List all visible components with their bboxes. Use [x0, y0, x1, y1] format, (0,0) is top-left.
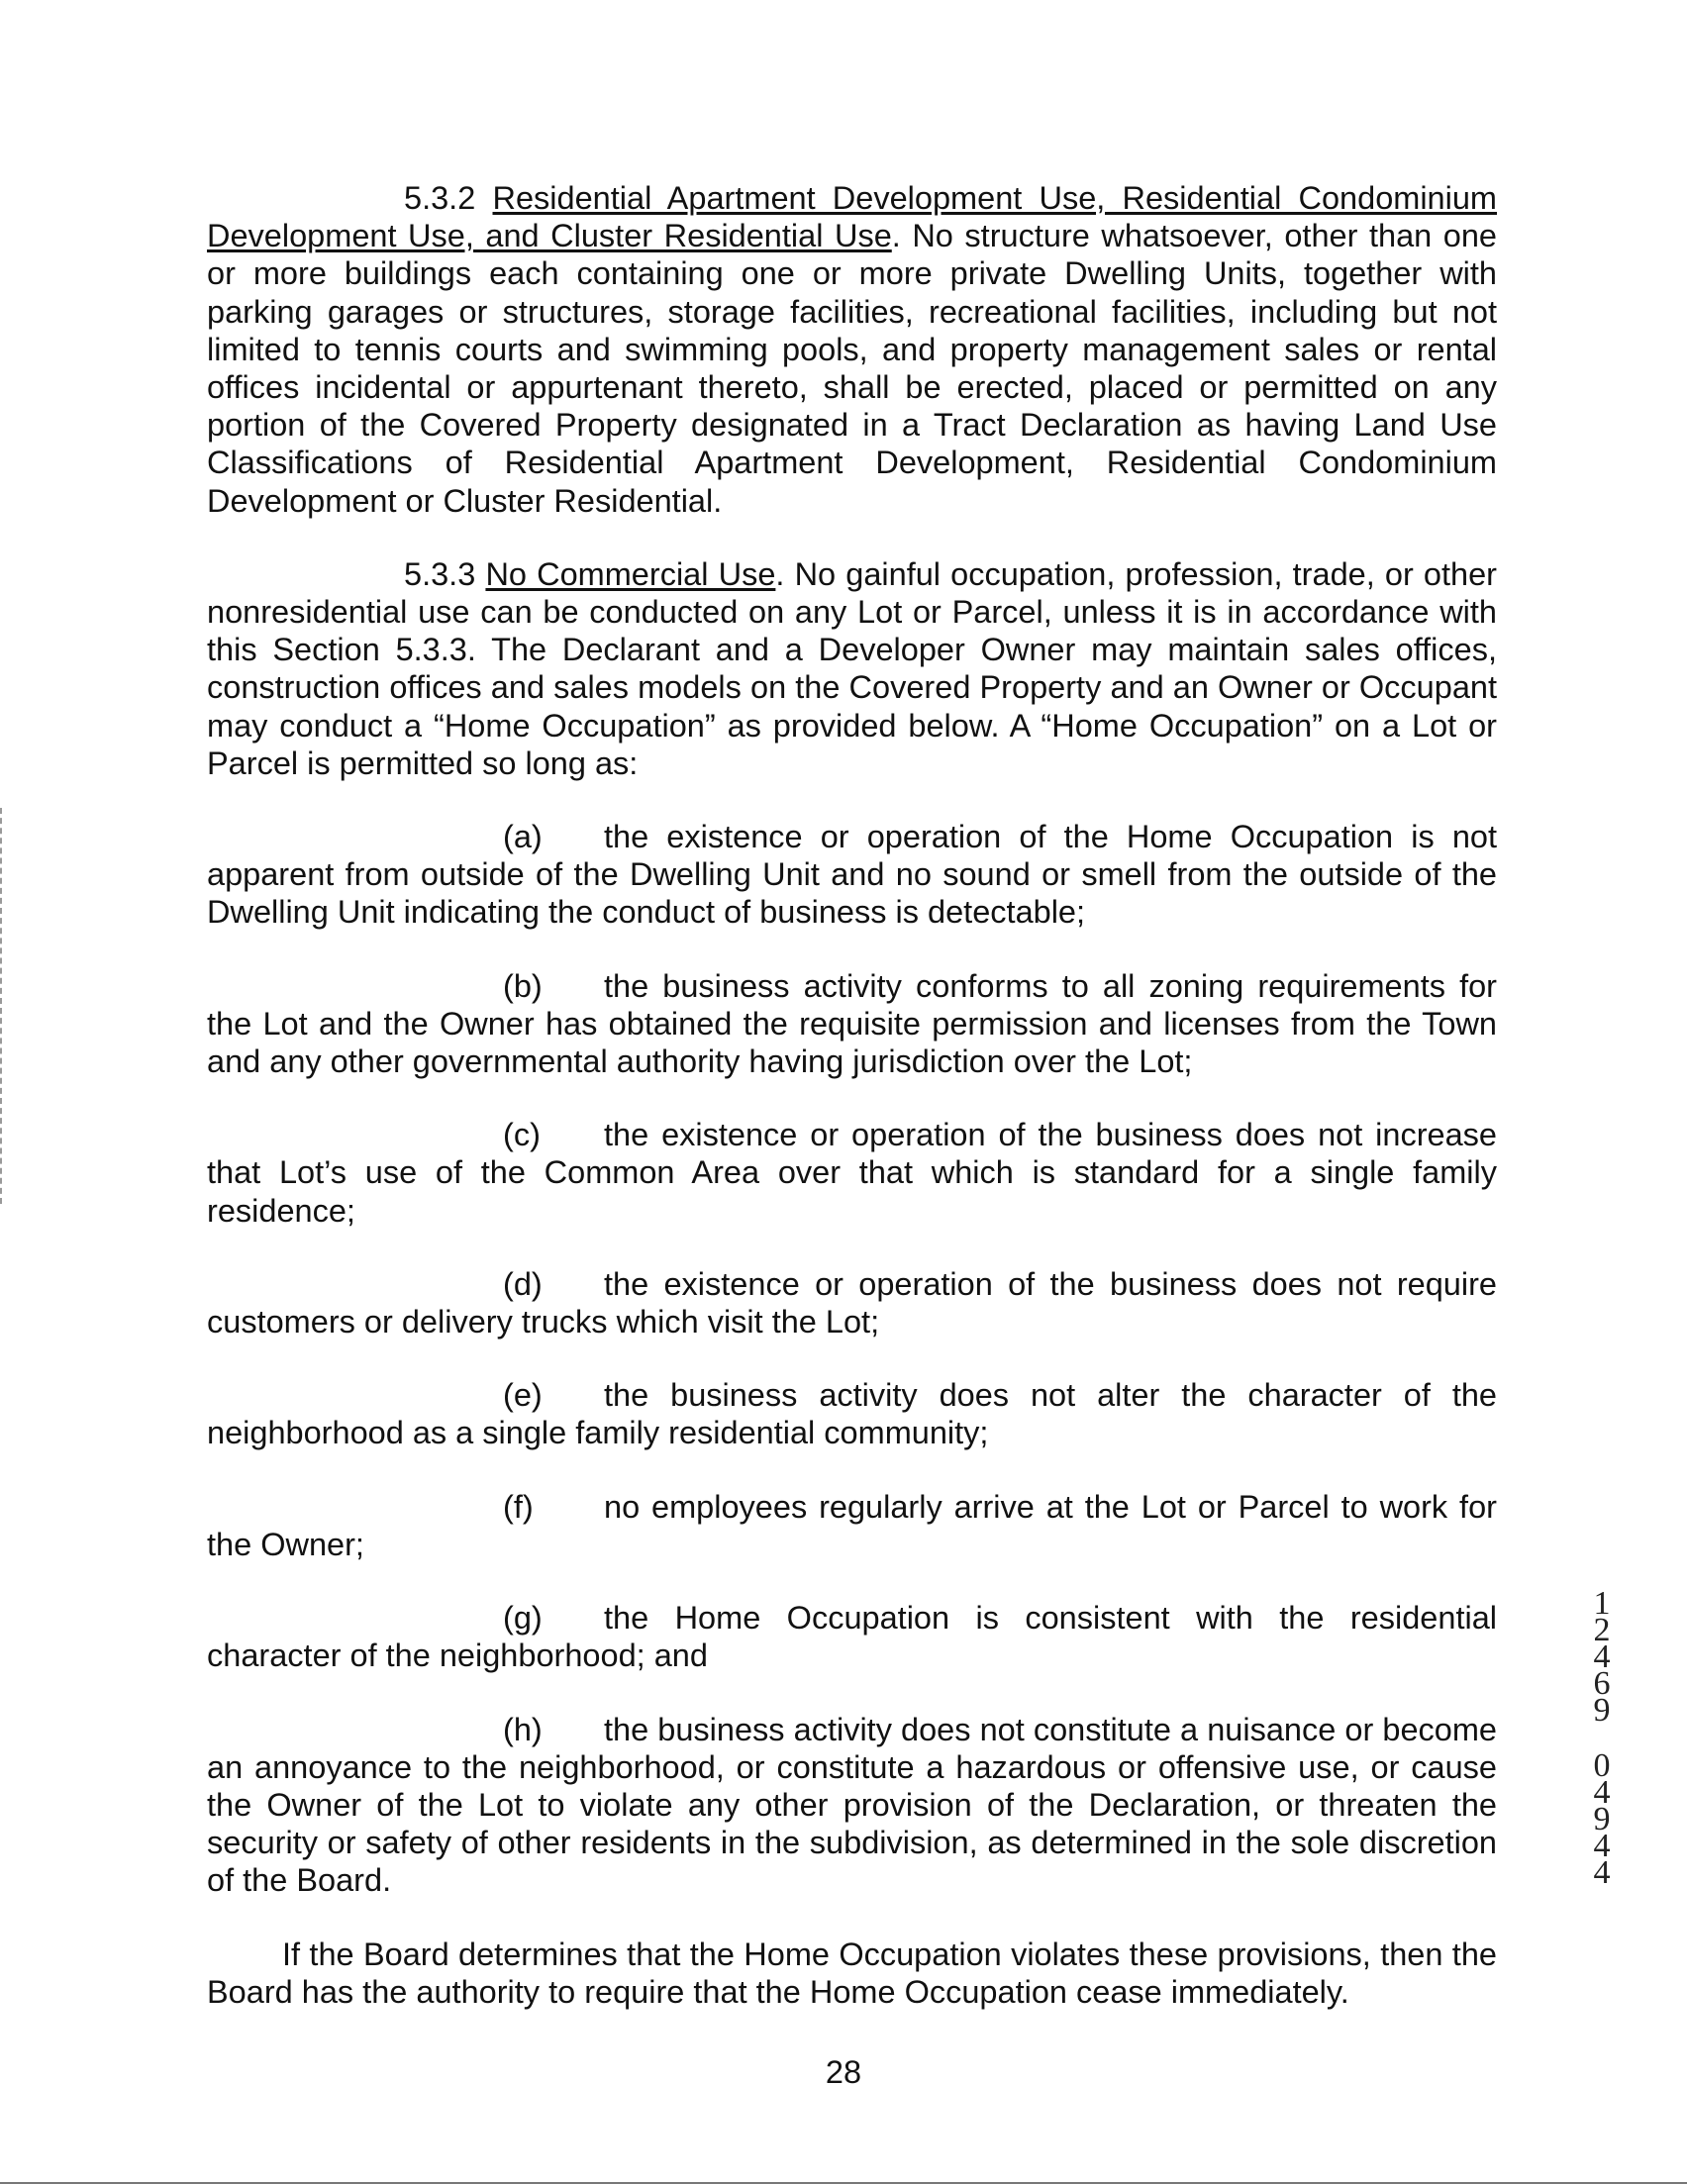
stamp-digit: 1 — [1593, 1585, 1611, 1622]
item-text: the existence or operation of the business does not require customers or delivery trucks which visit the Lot; — [207, 1265, 1497, 1340]
section-5-3-3 — [207, 555, 1497, 782]
stamp-digit: 2 — [1593, 1612, 1611, 1648]
section-heading: Residential Apartment Development Use, Residential Condominium Development Use, and Cluster Residential Use — [207, 180, 1498, 254]
list-item-a — [207, 818, 1497, 932]
list-item-b — [207, 967, 1497, 1081]
item-text: the existence or operation of the Home Occupation is not apparent from outside of the Dwelling Unit and no sound or smell from the outside of the Dwelling Unit indicating the conduct of business is detectable; — [207, 819, 1497, 931]
item-text: the business activity does not alter the character of the neighborhood as a single family residential community; — [207, 1377, 1497, 1451]
list-item-e — [207, 1376, 1497, 1451]
stamp-digit: 6 — [1593, 1665, 1611, 1702]
item-text: the business activity does not constitute a nuisance or become an annoyance to the neighborhood, or constitute a hazardous or offensive use, or cause the Owner of the Lot to violate any other provision of the Declaration, or threaten the security or safety of other residents in the subdivision, as determined in the sole discretion of the Board. — [207, 1711, 1497, 1899]
page-number: 28 — [825, 2054, 862, 2090]
stamp-digit: 9 — [1593, 1801, 1611, 1837]
stamp-digit: 4 — [1593, 1774, 1611, 1811]
recording-stamp — [1585, 1585, 1619, 1891]
item-text: the business activity conforms to all zoning requirements for the Lot and the Owner has obtained the requisite permission and licenses from the Town and any other governmental authority having jurisdiction over the Lot; — [207, 967, 1497, 1080]
section-heading: No Commercial Use — [485, 555, 776, 592]
list-item-d — [207, 1265, 1497, 1340]
item-label: (h) — [503, 1711, 543, 1747]
closing-paragraph: If the Board determines that the Home Occupation violates these provisions, then the Board has the authority to require that the Home Occupation cease immediately. — [207, 1936, 1497, 2010]
stamp-digit: 0 — [1593, 1747, 1611, 1784]
item-text: the existence or operation of the business does not increase that Lot’s use of the Common Area over that which is standard for a single family residence; — [207, 1117, 1497, 1229]
item-label: (d) — [503, 1265, 543, 1302]
stamp-digit: 4 — [1593, 1854, 1611, 1891]
item-label: (f) — [503, 1488, 534, 1525]
item-label: (e) — [503, 1377, 543, 1414]
scan-edge-mark — [0, 808, 5, 1204]
document-body — [207, 179, 1497, 2046]
section-number: 5.3.3 — [404, 555, 476, 592]
list-item-c — [207, 1116, 1497, 1230]
item-label: (c) — [503, 1117, 541, 1153]
item-text: no employees regularly arrive at the Lot or Parcel to work for the Owner; — [207, 1488, 1497, 1562]
stamp-digit: 9 — [1593, 1692, 1611, 1729]
section-5-3-2 — [207, 179, 1497, 520]
item-text: the Home Occupation is consistent with the residential character of the neighborhood; and — [207, 1600, 1497, 1674]
list-item-h — [207, 1711, 1497, 1900]
list-item-g — [207, 1599, 1497, 1674]
section-text: . No structure whatsoever, other than one or more buildings each containing one or more private Dwelling Units, together with parking garages or structures, storage facilities, recreational facilities, including but not limited to tennis courts and swimming pools, and property management sales or rental offices incidental or appurtenant thereto, shall be erected, placed or permitted on any portion of the Covered Property designated in a Tract Declaration as having Land Use Classifications of Residential Apartment Development, Residential Condominium Development or Cluster Residential. — [207, 218, 1497, 519]
stamp-digit: 4 — [1593, 1828, 1611, 1864]
item-label: (a) — [503, 819, 543, 855]
item-label: (b) — [503, 967, 543, 1004]
item-label: (g) — [503, 1600, 543, 1637]
section-text: . No gainful occupation, profession, trade, or other nonresidential use can be conducted on any Lot or Parcel, unless it is in accordance with this Section 5.3.3. The Declarant and a Developer Owner may maintain sales offices, construction offices and sales models on the Covered Property and an Owner or Occupant may conduct a “Home Occupation” as provided below. A “Home Occupation” on a Lot or Parcel is permitted so long as: — [207, 555, 1497, 781]
list-item-f — [207, 1488, 1497, 1563]
section-number: 5.3.2 — [404, 180, 476, 216]
stamp-digit: 4 — [1593, 1638, 1611, 1675]
